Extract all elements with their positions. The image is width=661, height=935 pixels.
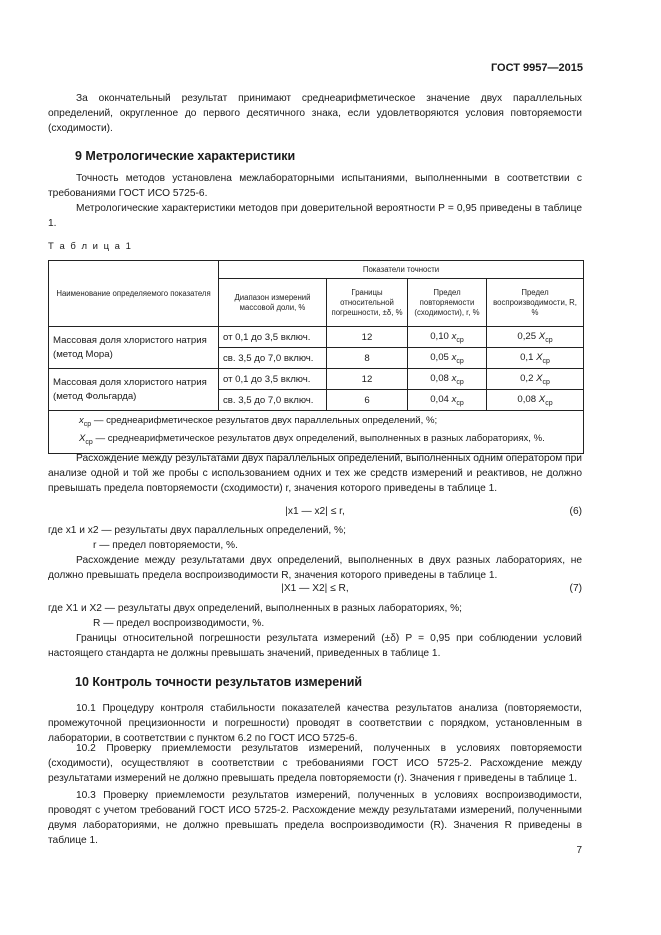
section-9-title: 9 Метрологические характеристики <box>75 149 296 163</box>
where-6-line-1: где x1 и x2 — результаты двух параллельных определений, %; <box>48 525 346 536</box>
section-10-paragraph-3: 10.3 Проверку приемлемости результатов измерений, полученных в условиях воспроизводимости, проводят с учетом требований ГОСТ ИСО 5725-2. Расхождение между результатами измерений, полученными двумя лабораториями, не должно превышать предела воспроизводимости (R). Значения R приведены в таблице 1. <box>48 790 582 846</box>
formula-7-number: (7) <box>569 583 582 594</box>
where-7-line-2: R — предел воспроизводимости, %. <box>93 618 265 629</box>
table-1 <box>48 260 584 454</box>
cell-delta: 12 <box>327 327 408 348</box>
cell-R: 0,25 $X_{ср}$ <box>487 327 584 348</box>
where-7-line-1: где X1 и X2 — результаты двух определений, выполненных в разных лабораториях, %; <box>48 603 462 614</box>
cell-r: 0,05 $x_{ср}$ <box>408 348 487 369</box>
section-9-paragraph-2: Метрологические характеристики методов при доверительной вероятности P = 0,95 приведены в таблице 1. <box>48 203 582 229</box>
cell-R: 0,2 $X_{ср}$ <box>487 369 584 390</box>
formula-7-expression: |X1 — X2| ≤ R, <box>281 583 349 594</box>
section-10-paragraph-2: 10.2 Проверку приемлемости результатов измерений, полученных в условиях повторяемости (сходимости), осуществляют в соответствии с требованиями ГОСТ ИСО 5725-2. Расхождение между результатами измерений не должно превышать предела повторяемости (r). Значения r приведены в таблице 1. <box>48 743 582 784</box>
cell-delta: 6 <box>327 390 408 411</box>
body-paragraph-2: Расхождение между результатами двух определений, выполненных в двух разных лабораториях, не должно превышать предела воспроизводимости R, значения которого приведены в таблице 1. <box>48 555 582 581</box>
cell-range: от 0,1 до 3,5 включ. <box>219 327 327 348</box>
table-row <box>49 369 584 390</box>
table-row <box>49 327 584 348</box>
cell-range: св. 3,5 до 7,0 включ. <box>219 348 327 369</box>
header-reproducibility: Предел воспроизводимости, R, % <box>487 279 584 327</box>
section-10-title: 10 Контроль точности результатов измерений <box>75 675 363 689</box>
cell-r: 0,04 $x_{ср}$ <box>408 390 487 411</box>
header-repeatability: Предел повторяемости (сходимости), r, % <box>408 279 487 327</box>
cell-R: 0,08 $X_{ср}$ <box>487 390 584 411</box>
header-indicator-name: Наименование определяемого показателя <box>49 261 219 327</box>
where-6-line-2: r — предел повторяемости, %. <box>93 540 238 551</box>
formula-6-expression: |x1 — x2| ≤ r, <box>285 506 345 517</box>
cell-delta: 12 <box>327 369 408 390</box>
cell-r: 0,08 $x_{ср}$ <box>408 369 487 390</box>
document-code: ГОСТ 9957—2015 <box>490 62 583 74</box>
header-range: Диапазон измерений массовой доли, % <box>219 279 327 327</box>
table-caption: Т а б л и ц а 1 <box>48 241 133 252</box>
section-10-paragraph-1: 10.1 Процедуру контроля стабильности показателей качества результатов анализа (повторяемости, промежуточной прецизионности и погрешности) проводят в соответствии с порядком, установленным в лаборатории, в соответствии с пунктом 6.2 по ГОСТ ИСО 5725-6. <box>48 703 582 744</box>
note-x-big: $X_{ср}$ — среднеарифметическое результатов двух определений, выполненных в разных лабораториях, %. <box>79 432 545 446</box>
body-paragraph-3: Границы относительной погрешности результата измерений (±δ) P = 0,95 при соблюдении условий настоящего стандарта не должны превышать значений, приведенных в таблице 1. <box>48 633 582 659</box>
note-x-small: $x_{ср}$ — среднеарифметическое результатов двух параллельных определений, %; <box>79 415 438 428</box>
cell-range: от 0,1 до 3,5 включ. <box>219 369 327 390</box>
cell-delta: 8 <box>327 348 408 369</box>
section-9-paragraph-1: Точность методов установлена межлабораторными испытаниями, выполненными в соответствии с требованиями ГОСТ ИСО 5725-6. <box>48 173 582 199</box>
body-paragraph-1: Расхождение между результатами двух параллельных определений, выполненных одним оператором при анализе одной и той же пробы с использованием одних и тех же средств измерений и реактивов, не должно превышать предела повторяемости (сходимости) r, значения которого приведены в таблице 1. <box>48 453 582 494</box>
header-error-bounds: Границы относительной погрешности, ±δ, % <box>327 279 408 327</box>
cell-r: 0,10 $x_{ср}$ <box>408 327 487 348</box>
cell-range: св. 3,5 до 7,0 включ. <box>219 390 327 411</box>
formula-6-number: (6) <box>569 506 582 517</box>
intro-paragraph: За окончательный результат принимают среднеарифметическое значение двух параллельных определений, округленное до первого десятичного знака, если удовлетворяются условия повторяемости (сходимости). <box>48 93 582 134</box>
page-number: 7 <box>576 845 582 856</box>
row-name-volhard: Массовая доля хлористого натрия (метод Фольгарда) <box>49 369 219 411</box>
table-notes <box>49 411 584 454</box>
cell-R: 0,1 $X_{ср}$ <box>487 348 584 369</box>
header-accuracy-group: Показатели точности <box>219 261 584 279</box>
row-name-mohr: Массовая доля хлористого натрия (метод Мора) <box>49 327 219 369</box>
